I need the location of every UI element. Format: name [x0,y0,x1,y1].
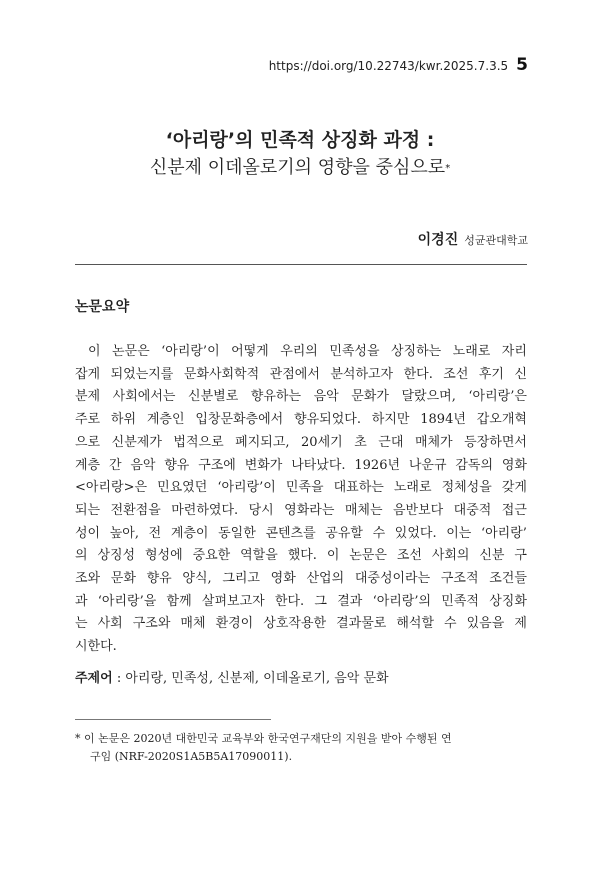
keywords-separator: : [112,671,126,686]
abstract-word: 의 [75,548,88,564]
abstract-word: 마련하였다. [171,502,239,518]
author-block [418,229,528,249]
abstract-word: 환경이 [215,616,254,632]
abstract-word: 중요한 [192,548,231,564]
abstract-word: 대표하는 [333,480,384,496]
abstract-word: ‘아리랑’이 [217,480,276,496]
doi-link[interactable]: https://doi.org/10.22743/kwr.2025.7.3.5 [268,59,509,73]
abstract-word: ‘아리랑’의 [372,593,432,609]
abstract-word: 한다. [274,593,305,609]
abstract-word: 신 [514,366,527,382]
running-header [269,55,528,75]
abstract-word: 상징성 [97,548,136,564]
abstract-word: 조선 [396,548,422,564]
abstract-word: 20세기 [301,434,343,450]
abstract-line [75,523,527,546]
abstract-word: 한다. [403,366,433,382]
abstract-word: 대중성이라는 [354,571,431,587]
abstract-word: 감독의 [455,457,494,473]
abstract-word: 산업의 [306,571,345,587]
abstract-word: 자리 [501,344,527,359]
page-number: 5 [516,55,528,75]
abstract-word: 노래로 [452,344,491,359]
abstract-word: 정체성을 [441,480,492,496]
footnote-line: 구임 (NRF-2020S1A5B5A17090011). [90,750,293,763]
keywords-label: 주제어 [75,671,113,686]
abstract-word: 결과물로 [336,616,387,632]
keywords [75,667,389,686]
author-affiliation: 성균관대학교 [464,234,528,247]
abstract-word: 하지만 [371,412,410,428]
abstract-word: 제 [514,616,527,632]
abstract-word: 법적으로 [173,434,224,450]
abstract-word: 논문은 [349,548,387,564]
abstract-word: ‘아리랑’을 [97,593,157,609]
abstract-word: 과 [75,593,88,609]
abstract-body [75,341,527,659]
abstract-word: 관점에서 [269,366,320,382]
abstract-word: 우리의 [280,344,318,359]
abstract-word: 분석하고자 [330,366,394,382]
abstract-word: ‘아리랑’ [480,525,527,541]
abstract-line [75,409,527,432]
abstract-word: 전 [148,525,162,541]
abstract-word: 조선 [443,366,469,382]
author-name: 이경진 [417,232,459,248]
abstract-line [75,386,527,409]
abstract-word: 입창문화층에서 [195,412,284,428]
abstract-word: 향유 [146,571,172,587]
abstract-word: 향유되었다. [294,412,361,428]
abstract-word: 1894년 [420,412,466,428]
abstract-word: 후기 [478,366,504,382]
abstract-line [75,613,527,636]
abstract-word: 변화가 [244,457,283,473]
abstract-word: ‘아리랑’은 [468,389,527,405]
abstract-word: 향유하는 [250,389,302,405]
abstract-word: 그리고 [222,571,260,587]
abstract-word: 구 [514,548,527,564]
abstract-word: 이 [326,548,340,564]
abstract-word: 어떻게 [231,344,269,359]
abstract-line [75,432,527,455]
paper-title [0,128,600,181]
abstract-word: 수 [372,525,386,541]
abstract-word: 조와 [75,571,101,587]
footnote-line: * 이 논문은 2020년 대한민국 교육부와 한국연구재단의 지원을 받아 수행된 연 [75,732,452,745]
abstract-word: 그 [314,593,327,609]
abstract-line [75,500,527,523]
abstract-word: 잡게 [75,366,101,382]
abstract-line [75,341,527,364]
abstract-word: 간 [108,457,122,473]
abstract-word: 조건들 [489,571,527,587]
abstract-word: 접근 [501,502,527,518]
abstract-word: 매체 [180,616,206,632]
abstract-word: 콘텐츠를 [265,525,316,541]
footnote-divider [75,719,271,720]
abstract-word: 성이 [75,525,101,541]
title-footnote-mark: * [445,163,451,174]
abstract-line [75,477,527,500]
abstract-word: 전환점을 [110,502,161,518]
abstract-word: 상징화 [489,593,527,609]
abstract-word: 구조와 [132,616,171,632]
abstract-word: 노래로 [393,480,432,496]
abstract-word: 형성에 [145,548,183,564]
abstract-word: 시한다. [75,639,117,655]
abstract-word: 갑오개혁 [476,412,527,428]
abstract-word: 되었는지를 [110,366,174,382]
abstract-word: 계층 [75,457,101,473]
title-subtitle: 신분제 이데올로기의 영향을 중심으로 [149,157,446,178]
abstract-word: 민족을 [285,480,324,496]
abstract-word: 사회 [97,616,123,632]
title-main: ‘아리랑’의 민족적 상징화 과정 : [165,129,435,151]
abstract-line [75,591,527,614]
abstract-word: 사회에서는 [112,389,176,405]
abstract-line [75,636,527,659]
footnote [75,730,527,766]
abstract-word: 으로 [75,434,101,450]
abstract-word: 민족성을 [329,344,380,359]
abstract-word: 상호작용한 [263,616,327,632]
abstract-word: 신분별로 [188,389,239,405]
abstract-word: 되는 [75,502,101,518]
abstract-word: 갖게 [501,480,527,496]
abstract-word: 대중적 [453,502,492,518]
abstract-word: 초 [354,434,367,450]
abstract-word: 신분 [479,548,505,564]
abstract-word: 신분제가 [111,434,162,450]
abstract-word: 문화사회학적 [183,366,260,382]
abstract-word: 는 [75,616,88,632]
abstract-word: 역할을 [240,548,278,564]
abstract-word: 있었다. [394,525,437,541]
abstract-word: 향유 [164,457,190,473]
abstract-word: 영화 [270,571,296,587]
abstract-word: 계층이 [170,525,209,541]
abstract-line [75,545,527,568]
abstract-word: ‘아리랑’이 [161,344,220,359]
abstract-word: 이 [75,344,101,359]
abstract-word: 수 [444,616,457,632]
abstract-word: 이는 [446,525,472,541]
abstract-word: 달랐으며, [401,389,456,405]
abstract-word: 했다. [287,548,317,564]
abstract-word: 계층인 [146,412,185,428]
abstract-word: 하위 [110,412,137,428]
abstract-word: 매체가 [414,434,453,450]
title-divider [75,264,527,265]
abstract-word: 구조적 [440,571,479,587]
abstract-word: 1926년 [354,457,401,473]
abstract-word: 매체는 [344,502,383,518]
abstract-word: 민족적 [441,593,479,609]
abstract-word: 음악 [313,389,339,405]
abstract-line [75,455,527,478]
abstract-word: 동일한 [218,525,256,541]
abstract-word: 나운규 [408,457,447,473]
title-subtitle-row [0,156,600,181]
abstract-word: 상징하는 [390,344,442,359]
abstract-word: 높아, [109,525,139,541]
abstract-word: 결과 [337,593,363,609]
abstract-word: 있음을 [466,616,505,632]
abstract-word: 공유할 [325,525,363,541]
abstract-word: 구조에 [198,457,236,473]
abstract-word: 당시 [248,502,274,518]
abstract-word: 근대 [378,434,404,450]
abstract-word: 함께 [166,593,192,609]
keywords-items: 아리랑, 민족성, 신분제, 이데올로기, 음악 문화 [125,671,389,686]
abstract-heading: 논문요약 [75,299,130,315]
abstract-line [75,364,527,387]
abstract-word: 분제 [75,389,101,405]
abstract-word: 영화라는 [284,502,335,518]
abstract-word: 음반보다 [392,502,444,518]
abstract-word: 양식, [182,571,212,587]
abstract-word: 살펴보고자 [201,593,265,609]
abstract-word: 문화 [110,571,136,587]
abstract-word: 나타났다. [291,457,346,473]
abstract-word: 주로 [75,412,101,428]
abstract-word: 사회의 [431,548,470,564]
abstract-word: 논문은 [112,344,150,359]
abstract-word: 음악 [130,457,156,473]
abstract-line [75,568,527,591]
abstract-word: 해석할 [396,616,435,632]
abstract-word: 등장하면서 [464,434,527,450]
abstract-word: 폐지되고, [235,434,290,450]
abstract-word: 영화 [501,457,527,473]
abstract-word: <아리랑>은 [75,480,148,496]
abstract-word: 문화가 [351,389,389,405]
abstract-word: 민요였던 [157,480,208,496]
